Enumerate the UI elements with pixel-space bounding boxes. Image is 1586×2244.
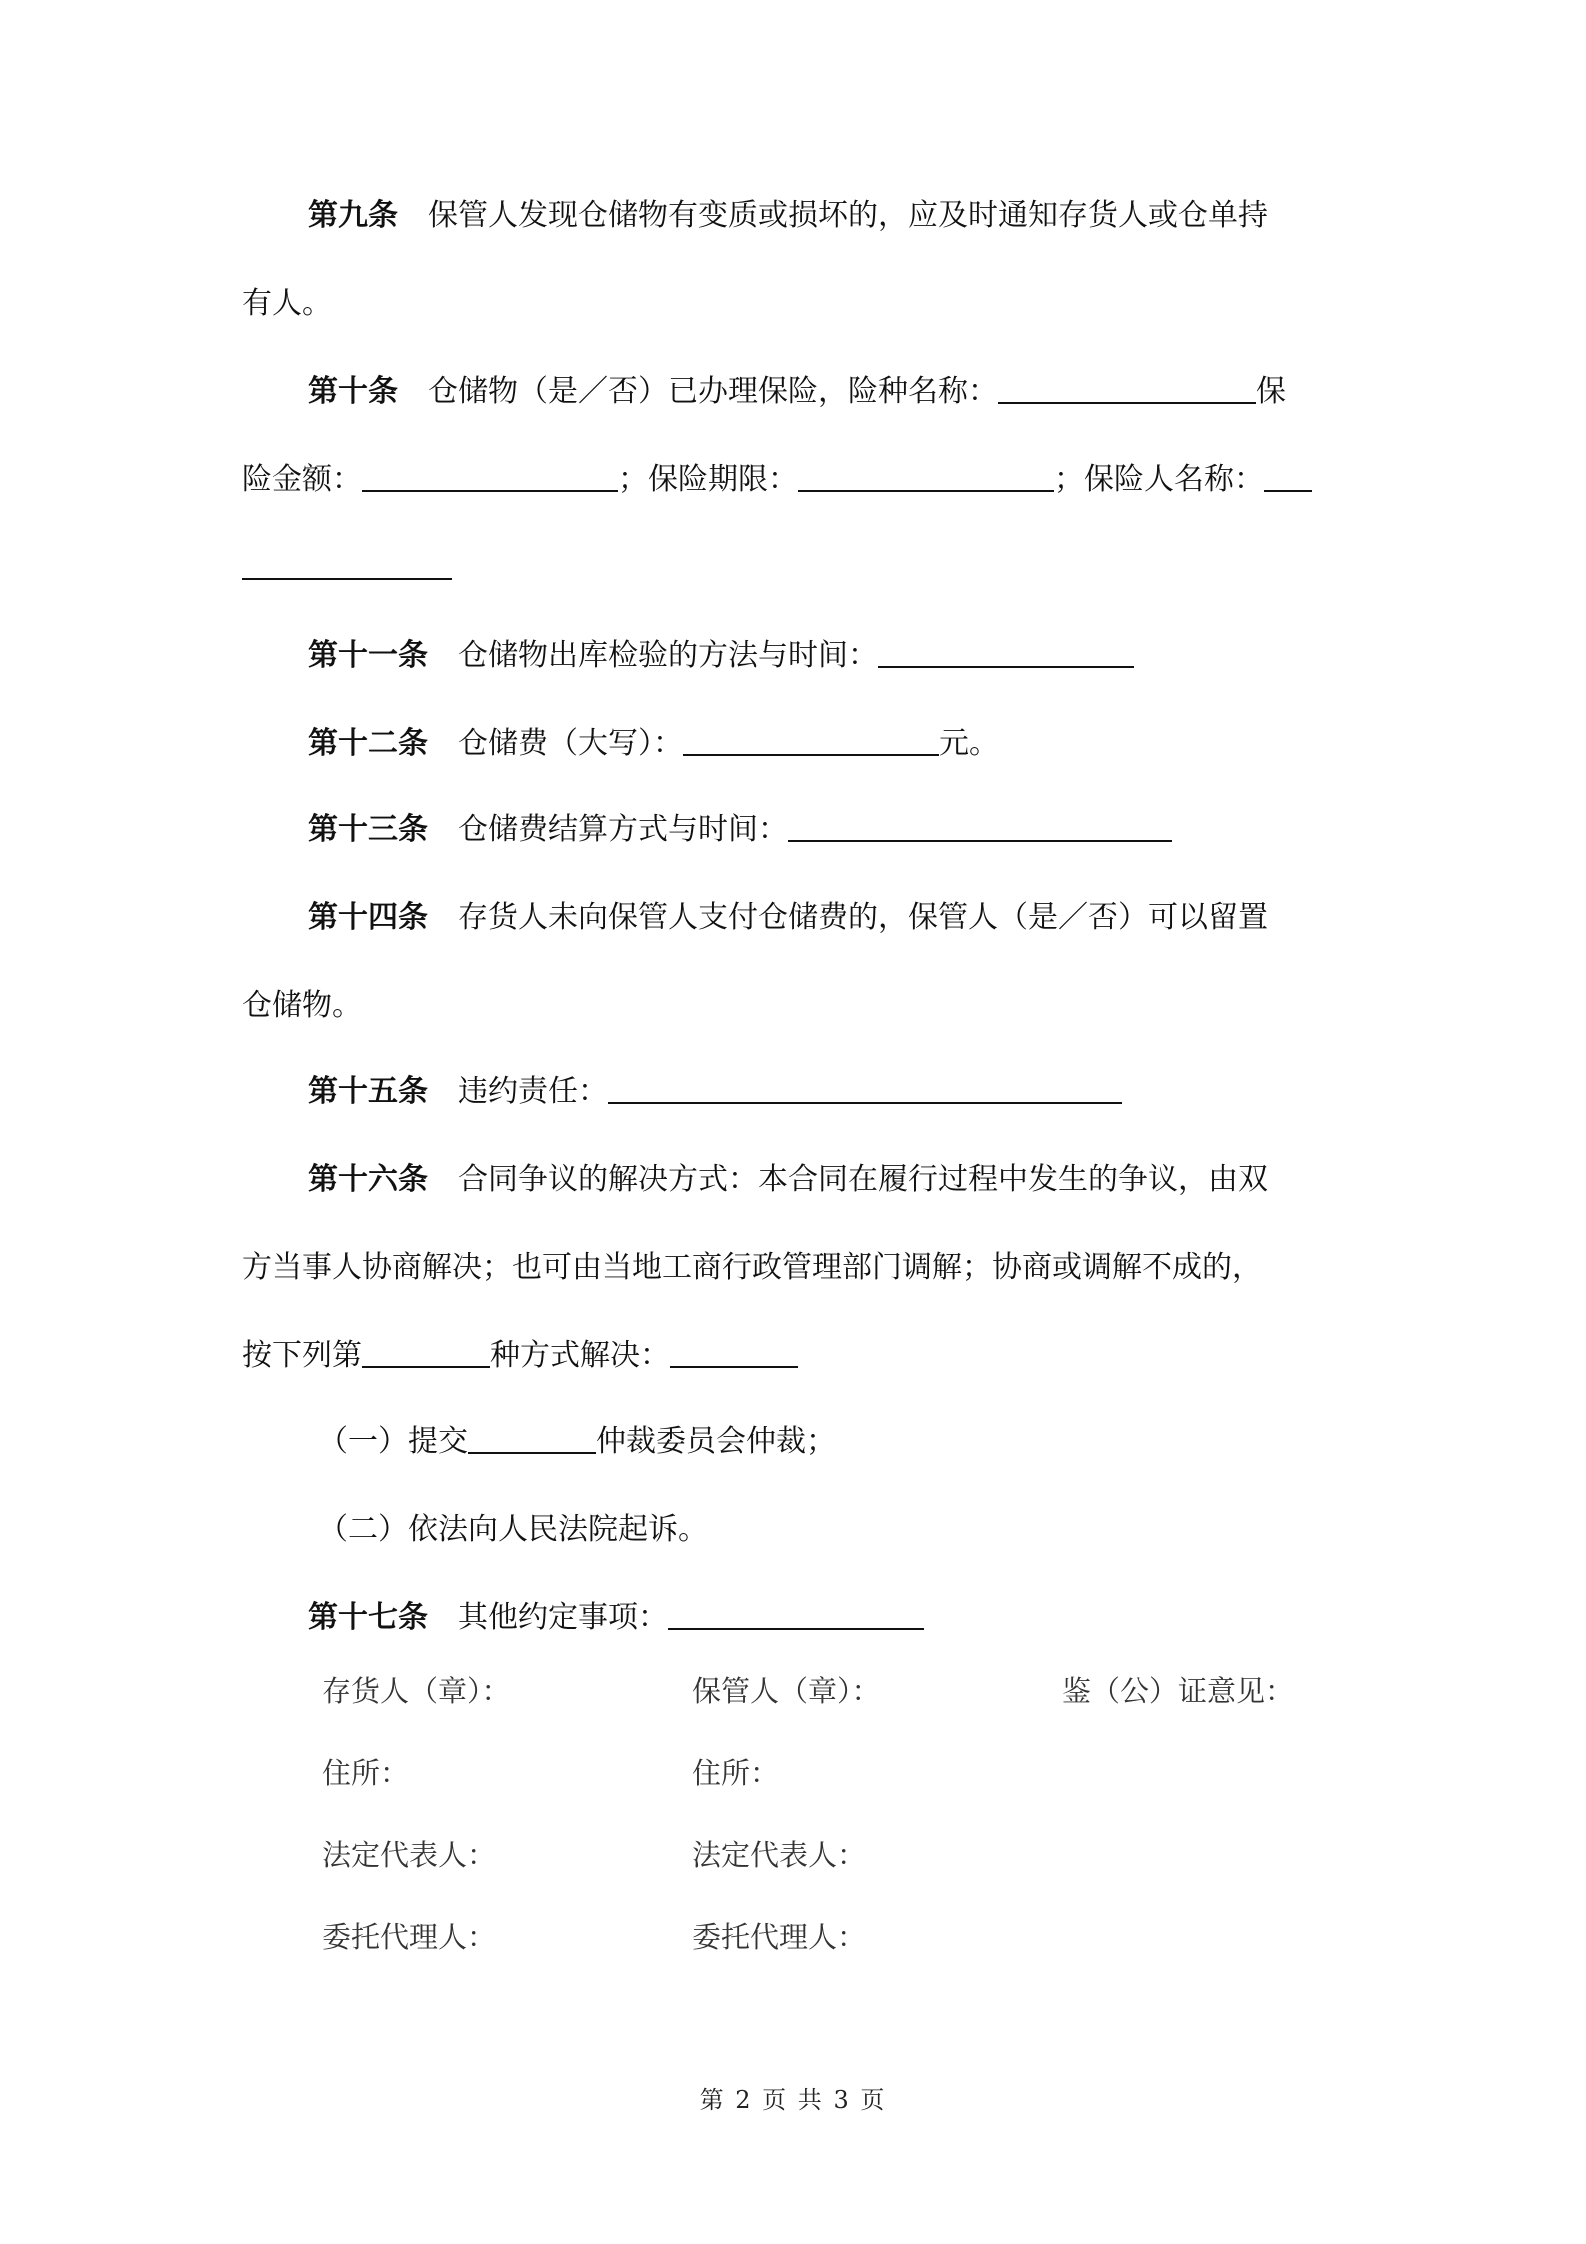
blank-other-matters[interactable]	[668, 1588, 924, 1630]
blank-insurance-amount[interactable]	[362, 450, 618, 492]
article-text: 合同争议的解决方式：本合同在履行过程中发生的争议，由双	[458, 1162, 1268, 1197]
article-16	[308, 1150, 1586, 1210]
article-number: 第十五条	[308, 1074, 428, 1109]
article-number: 第十三条	[308, 812, 428, 847]
article-text: 仓储费（大写）：	[458, 726, 683, 761]
article-16-continuation-2	[242, 1326, 1586, 1386]
blank-insurer-name-continued[interactable]	[242, 538, 452, 580]
article-text-tail: 保	[1256, 374, 1286, 409]
depositor-legal-rep-label: 法定代表人：	[322, 1838, 497, 1872]
option-1-tail: 仲裁委员会仲裁；	[596, 1424, 836, 1459]
article-text: 仓储物出库检验的方法与时间：	[458, 638, 878, 673]
article-text: 仓储物（是／否）已办理保险，险种名称：	[428, 374, 998, 409]
depositor-address-label: 住所：	[322, 1756, 410, 1790]
article-10-line-2	[242, 450, 1586, 510]
article-number: 第十七条	[308, 1600, 428, 1635]
article-number: 第十一条	[308, 638, 428, 673]
article-text: 仓储费结算方式与时间：	[458, 812, 788, 847]
keeper-legal-rep-label: 法定代表人：	[692, 1838, 867, 1872]
blank-storage-fee[interactable]	[683, 714, 939, 756]
article-number: 第十条	[308, 374, 398, 409]
insurer-name-label: ；保险人名称：	[1054, 462, 1264, 497]
article-text: 存货人未向保管人支付仓储费的，保管人（是／否）可以留置	[458, 900, 1268, 935]
article-16-continuation-1: 方当事人协商解决；也可由当地工商行政管理部门调解；协商或调解不成的，	[242, 1250, 1262, 1285]
page-number-footer: 第 2 页 共 3 页	[699, 2086, 887, 2114]
article-text-tail: 元。	[939, 726, 999, 761]
article-number: 第十四条	[308, 900, 428, 935]
article-11	[308, 626, 1586, 686]
article-text: 其他约定事项：	[458, 1600, 668, 1635]
article-number: 第十六条	[308, 1162, 428, 1197]
insurance-term-label: ；保险期限：	[618, 462, 798, 497]
blank-arbitration-commission[interactable]	[468, 1412, 596, 1454]
article-14-continuation: 仓储物。	[242, 988, 362, 1023]
keeper-agent-label: 委托代理人：	[692, 1920, 867, 1954]
depositor-seal-label: 存货人（章）：	[322, 1674, 511, 1708]
blank-insurance-type[interactable]	[998, 362, 1256, 404]
blank-method-number[interactable]	[362, 1326, 490, 1368]
article-13	[308, 800, 1586, 860]
blank-settlement-method[interactable]	[788, 800, 1172, 842]
keeper-seal-label: 保管人（章）：	[692, 1674, 881, 1708]
article-9-continuation: 有人。	[242, 286, 332, 321]
article-10	[308, 362, 1586, 422]
blank-insurance-term[interactable]	[798, 450, 1054, 492]
blank-inspection-method[interactable]	[878, 626, 1134, 668]
blank-liability[interactable]	[608, 1062, 1122, 1104]
blank-insurer-name[interactable]	[1264, 450, 1312, 492]
article-number: 第十二条	[308, 726, 428, 761]
method-choice-label: 按下列第	[242, 1338, 362, 1373]
article-9	[308, 186, 1586, 246]
insurance-amount-label: 险金额：	[242, 462, 362, 497]
option-1-label: （一）提交	[318, 1424, 468, 1459]
article-10-line-3	[242, 538, 1586, 598]
article-17	[308, 1588, 1586, 1648]
notary-opinion-label: 鉴（公）证意见：	[1062, 1674, 1295, 1708]
article-text: 违约责任：	[458, 1074, 608, 1109]
keeper-address-label: 住所：	[692, 1756, 780, 1790]
article-12	[308, 714, 1586, 774]
option-2: （二）依法向人民法院起诉。	[318, 1512, 708, 1547]
article-14	[308, 888, 1586, 948]
article-number: 第九条	[308, 198, 398, 233]
article-text: 保管人发现仓储物有变质或损坏的，应及时通知存货人或仓单持	[428, 198, 1268, 233]
method-choice-label-2: 种方式解决：	[490, 1338, 670, 1373]
article-15	[308, 1062, 1586, 1122]
depositor-agent-label: 委托代理人：	[322, 1920, 497, 1954]
option-1	[318, 1412, 1586, 1472]
blank-method-choice[interactable]	[670, 1326, 798, 1368]
